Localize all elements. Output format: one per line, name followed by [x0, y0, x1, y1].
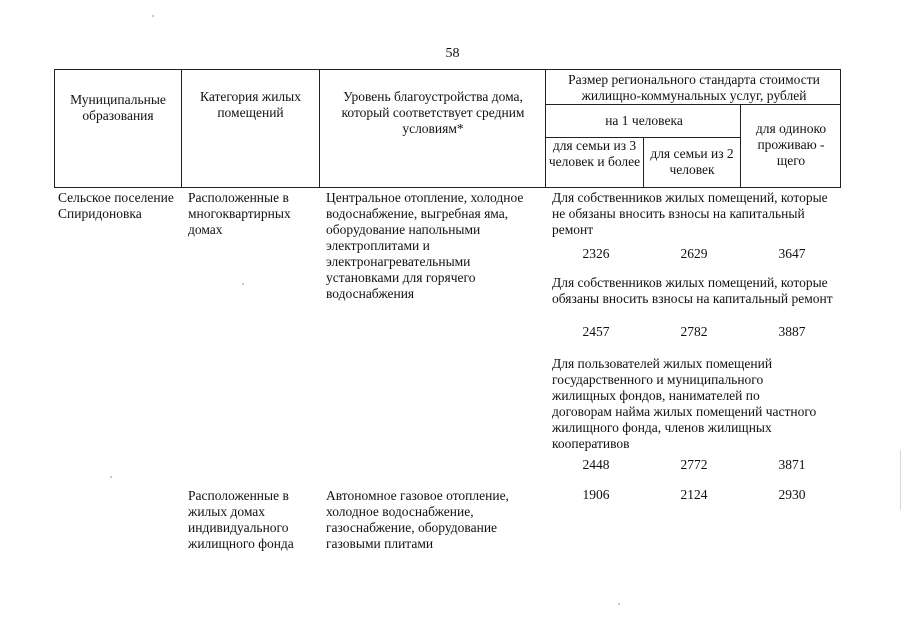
col-divider-2: [319, 69, 320, 188]
header-family2: для семьи из 2 человек: [650, 146, 734, 177]
row1-group2-single: 3887: [778, 324, 806, 339]
header-single: для одиноко проживаю - щего: [755, 121, 827, 168]
row2-level: Автономное газовое отопление, холодное водоснабжение, газоснабжение, оборудование газовыми плитами: [326, 488, 509, 551]
row1-group3-single: 3871: [778, 457, 806, 472]
col-divider-1: [181, 69, 182, 188]
row1-group1-single: 3647: [778, 246, 806, 261]
row2-single: 2930: [778, 487, 806, 502]
row2-family3: 1906: [582, 487, 610, 502]
row1-group1-family2: 2629: [680, 246, 708, 261]
col-divider-5: [740, 104, 741, 188]
col-divider-3: [545, 69, 546, 188]
table-left-border: [54, 69, 55, 188]
header-municipal: Муниципальные образования: [70, 92, 166, 123]
page-number: 58: [445, 46, 460, 61]
row1-group2-family2: 2782: [680, 324, 708, 339]
header-category: Категория жилых помещений: [200, 89, 301, 120]
scan-speck: [152, 15, 154, 17]
scan-speck: [618, 603, 620, 605]
standard-subdivider: [545, 104, 841, 105]
scan-speck: [242, 283, 244, 285]
row1-group1-family3: 2326: [582, 246, 610, 261]
table-right-border: [840, 69, 841, 188]
row1-group2-family3: 2457: [582, 324, 610, 339]
table-header-bottom-border: [54, 187, 841, 188]
scan-edge-mark: [900, 450, 901, 510]
row1-group3-family2: 2772: [680, 457, 708, 472]
row2-family2: 2124: [680, 487, 708, 502]
header-family3: для семьи из 3 человек и более: [548, 138, 641, 169]
header-standard: Размер регионального стандарта стоимости жилищно-коммунальных услуг, рублей: [568, 72, 820, 103]
header-level: Уровень благоустройства дома, который соответствует средним условиям*: [341, 89, 525, 136]
row1-level: Центральное отопление, холодное водоснабжение, выгребная яма, оборудование напольными электроплитами и электронагревательными установками для горячего водоснабжения: [326, 190, 524, 301]
header-per-person: на 1 человека: [605, 113, 683, 128]
row1-group3-family3: 2448: [582, 457, 610, 472]
col-divider-4: [643, 137, 644, 188]
row1-category: Расположенные в многоквартирных домах: [188, 190, 291, 237]
table-top-border: [54, 69, 841, 70]
row1-group1-label: Для собственников жилых помещений, которые не обязаны вносить взносы на капитальный ремонт: [552, 190, 828, 237]
row1-municipal: Сельское поселение Спиридоновка: [58, 190, 174, 221]
row1-group3-label: Для пользователей жилых помещений государственного и муниципального жилищных фондов, нанимателей по договорам найма жилых помещений частного жилищного фонда, членов жилищных кооперативов: [552, 356, 817, 451]
row2-category: Расположенные в жилых домах индивидуального жилищного фонда: [188, 488, 294, 551]
row1-group2-label: Для собственников жилых помещений, которые обязаны вносить взносы на капитальный ремонт: [552, 275, 833, 306]
scan-speck: [110, 476, 112, 478]
